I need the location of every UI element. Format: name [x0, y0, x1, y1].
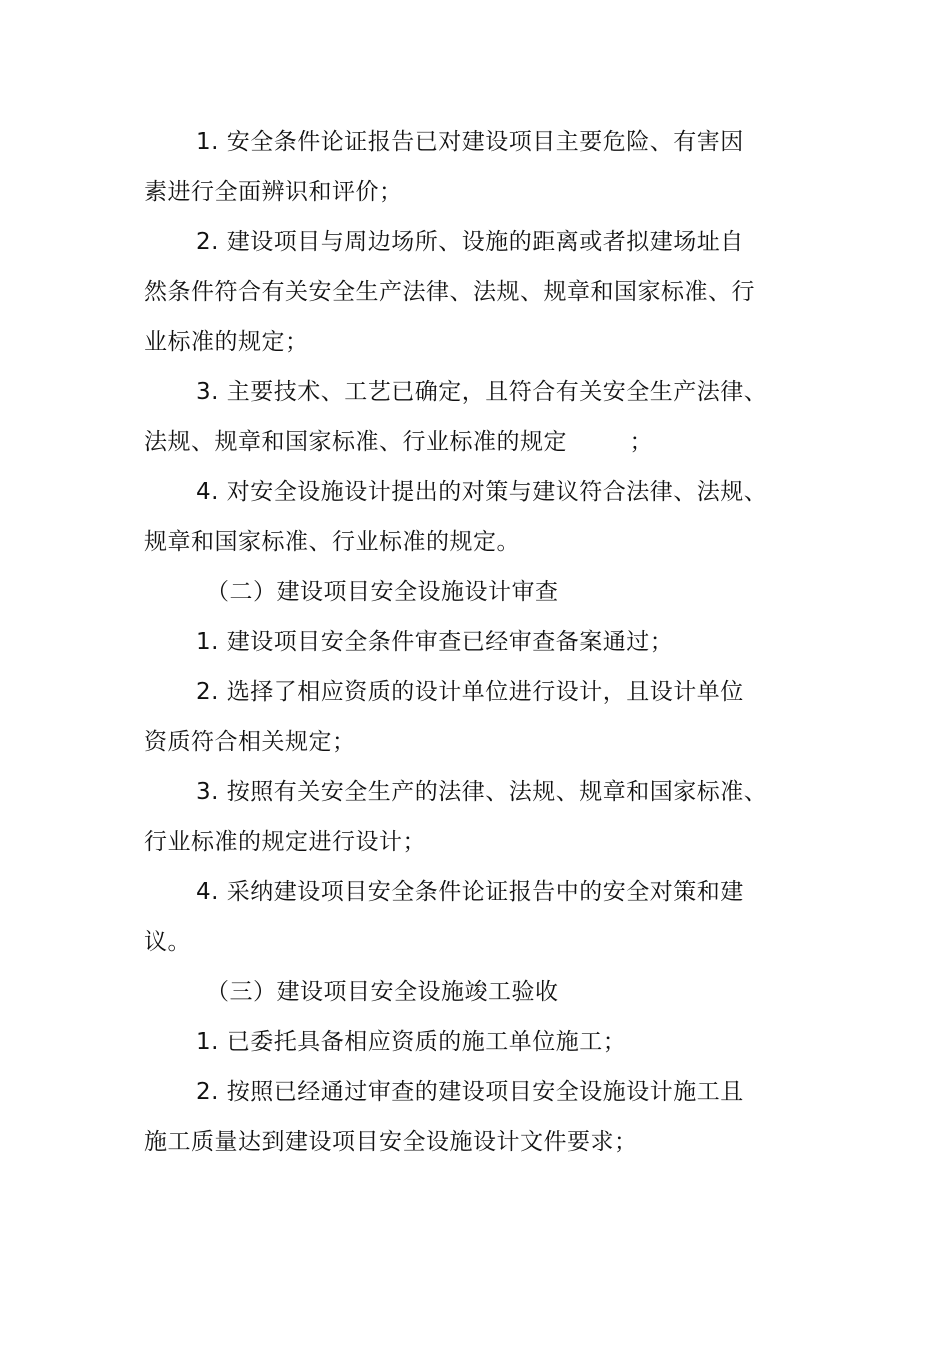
paragraph-line: 2. 按照已经通过审查的建设项目安全设施设计施工且 [196, 1079, 744, 1105]
paragraph-line: 1. 建设项目安全条件审查已经审查备案通过； [196, 629, 674, 655]
section-heading: （三）建设项目安全设施竣工验收 [206, 979, 559, 1005]
paragraph-line: 议。 [144, 929, 191, 955]
section-heading: （二）建设项目安全设施设计审查 [206, 579, 559, 605]
paragraph-line: 法规、规章和国家标准、行业标准的规定 ； [144, 429, 653, 455]
paragraph-line: 施工质量达到建设项目安全设施设计文件要求； [144, 1129, 638, 1155]
paragraph-line: 1. 安全条件论证报告已对建设项目主要危险、有害因 [196, 129, 744, 155]
paragraph-line: 规章和国家标准、行业标准的规定。 [144, 529, 520, 555]
paragraph-line: 2. 选择了相应资质的设计单位进行设计，且设计单位 [196, 679, 744, 705]
paragraph-line: 1. 已委托具备相应资质的施工单位施工； [196, 1029, 627, 1055]
paragraph-line: 行业标准的规定进行设计； [144, 829, 426, 855]
paragraph-line: 3. 按照有关安全生产的法律、法规、规章和国家标准、 [196, 779, 768, 805]
paragraph-line: 3. 主要技术、工艺已确定，且符合有关安全生产法律、 [196, 379, 768, 405]
paragraph-line: 4. 采纳建设项目安全条件论证报告中的安全对策和建 [196, 879, 744, 905]
paragraph-line: 业标准的规定； [144, 329, 309, 355]
paragraph-line: 资质符合相关规定； [144, 729, 356, 755]
paragraph-line: 2. 建设项目与周边场所、设施的距离或者拟建场址自 [196, 229, 744, 255]
paragraph-line: 素进行全面辨识和评价； [144, 179, 403, 205]
paragraph-line: 然条件符合有关安全生产法律、法规、规章和国家标准、行 [144, 279, 755, 305]
paragraph-line: 4. 对安全设施设计提出的对策与建议符合法律、法规、 [196, 479, 768, 505]
